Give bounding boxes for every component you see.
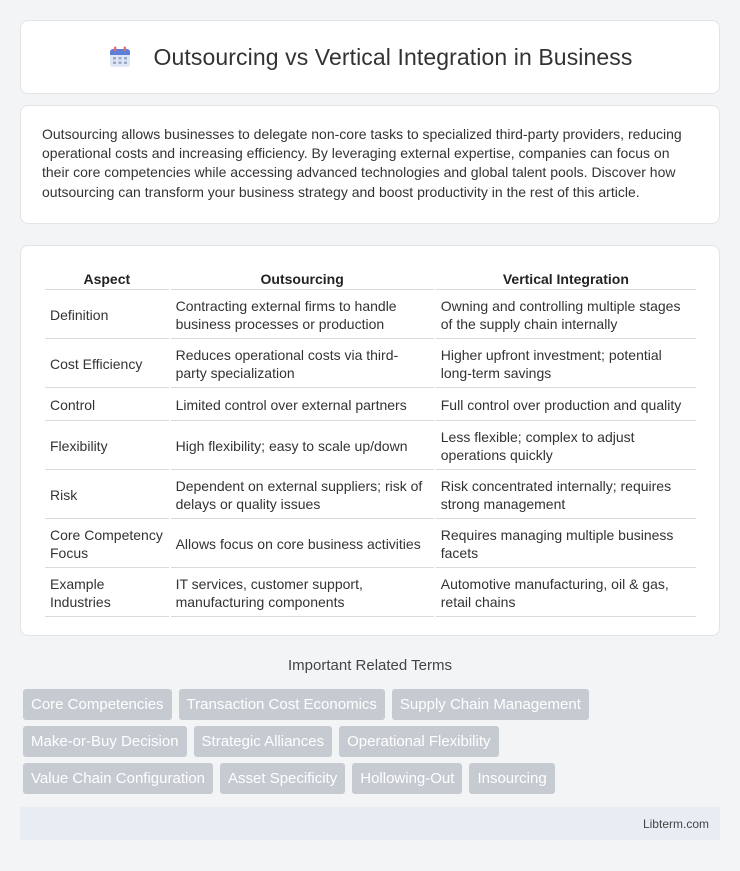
header-card [20,20,720,94]
footer [20,807,720,840]
cell-vertical-integration: Owning and controlling multiple stages of the supply chain internally [436,292,696,339]
footer-site-link[interactable]: Libterm.com [642,816,709,831]
cell-aspect: Cost Efficiency [45,341,169,388]
header [108,44,633,71]
term-chip[interactable]: Asset Specificity [220,763,345,794]
term-chip[interactable]: Strategic Alliances [194,726,333,757]
term-chip[interactable]: Insourcing [469,763,554,794]
intro-card [20,105,720,224]
cell-outsourcing: Dependent on external suppliers; risk of delays or quality issues [171,472,434,519]
cell-aspect: Flexibility [45,423,169,470]
term-chip[interactable]: Core Competencies [23,689,172,720]
related-terms [23,689,723,800]
cell-vertical-integration: Higher upfront investment; potential long-term savings [436,341,696,388]
header-vertical-integration: Vertical Integration [436,268,696,290]
term-chip[interactable]: Make-or-Buy Decision [23,726,187,757]
term-row [23,689,723,720]
table-row [45,472,696,519]
cell-outsourcing: High flexibility; easy to scale up/down [171,423,434,470]
header-aspect: Aspect [45,268,169,290]
table-row [45,423,696,470]
cell-outsourcing: Limited control over external partners [171,390,434,421]
cell-aspect: Control [45,390,169,421]
term-chip[interactable]: Supply Chain Management [392,689,589,720]
cell-aspect: Definition [45,292,169,339]
cell-outsourcing: IT services, customer support, manufacturing components [171,570,434,617]
calendar-icon [108,45,132,69]
table-row [45,390,696,421]
cell-vertical-integration: Automotive manufacturing, oil & gas, retail chains [436,570,696,617]
cell-aspect: Risk [45,472,169,519]
table-row [45,341,696,388]
header-outsourcing: Outsourcing [171,268,434,290]
term-chip[interactable]: Value Chain Configuration [23,763,213,794]
term-row [23,763,723,794]
term-chip[interactable]: Transaction Cost Economics [179,689,385,720]
table-header-row [45,268,696,290]
table-row [45,292,696,339]
cell-outsourcing: Contracting external firms to handle business processes or production [171,292,434,339]
term-chip[interactable]: Operational Flexibility [339,726,498,757]
page-title: Outsourcing vs Vertical Integration in Business [153,43,633,70]
intro-paragraph: Outsourcing allows businesses to delegate non-core tasks to specialized third-party providers, reducing operational costs and increasing efficiency. By leveraging external expertise, companies can focus on their core competencies while accessing advanced technologies and global talent pools. Discover how outsourcing can transform your business strategy and boost productivity in the rest of this article. [42,126,682,200]
cell-vertical-integration: Less flexible; complex to adjust operations quickly [436,423,696,470]
comparison-table [43,266,698,619]
term-chip[interactable]: Hollowing-Out [352,763,462,794]
cell-outsourcing: Allows focus on core business activities [171,521,434,568]
table-row [45,570,696,617]
cell-aspect: Core Competency Focus [45,521,169,568]
term-row [23,726,723,757]
comparison-card [20,245,720,636]
cell-vertical-integration: Requires managing multiple business facets [436,521,696,568]
cell-outsourcing: Reduces operational costs via third-party specialization [171,341,434,388]
table-row [45,521,696,568]
related-terms-title: Important Related Terms [288,657,452,674]
cell-vertical-integration: Risk concentrated internally; requires strong management [436,472,696,519]
cell-aspect: Example Industries [45,570,169,617]
cell-vertical-integration: Full control over production and quality [436,390,696,421]
